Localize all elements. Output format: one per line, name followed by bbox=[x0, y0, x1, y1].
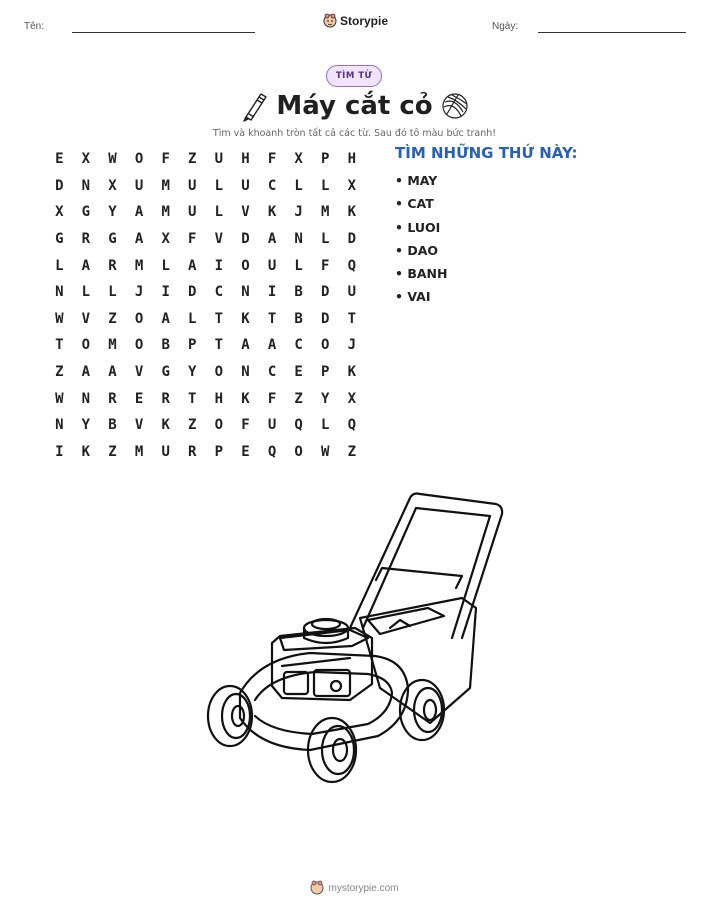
grid-letter[interactable]: I bbox=[161, 284, 170, 301]
grid-letter[interactable]: J bbox=[294, 204, 303, 221]
grid-letter[interactable]: N bbox=[241, 284, 250, 301]
grid-letter[interactable]: D bbox=[241, 231, 250, 248]
grid-letter[interactable]: K bbox=[161, 417, 170, 434]
grid-letter[interactable]: P bbox=[321, 151, 330, 168]
grid-letter[interactable]: A bbox=[134, 204, 144, 221]
grid-letter[interactable]: U bbox=[134, 177, 144, 194]
grid-letter[interactable]: N bbox=[55, 417, 64, 434]
grid-letter[interactable]: F bbox=[161, 151, 170, 168]
grid-letter[interactable]: P bbox=[321, 364, 330, 381]
grid-letter[interactable]: G bbox=[108, 231, 117, 248]
word-item: • BANH bbox=[395, 266, 448, 282]
grid-letter[interactable]: H bbox=[214, 390, 224, 407]
category-badge: TÌM TỪ bbox=[326, 65, 382, 87]
grid-letter[interactable]: N bbox=[294, 231, 303, 248]
grid-letter[interactable]: B bbox=[294, 284, 303, 301]
grid-letter[interactable]: L bbox=[321, 177, 330, 194]
grid-letter[interactable]: G bbox=[81, 204, 91, 221]
brand-name: Storypie bbox=[340, 14, 389, 28]
date-line[interactable] bbox=[538, 32, 686, 33]
grid-letter[interactable]: F bbox=[188, 231, 197, 248]
word-list-title: TÌM NHỮNG THỨ NÀY: bbox=[395, 144, 578, 162]
grid-letter[interactable]: O bbox=[241, 257, 250, 274]
grid-letter[interactable]: W bbox=[55, 310, 64, 327]
grid-letter[interactable]: X bbox=[81, 151, 91, 168]
grid-letter[interactable]: A bbox=[188, 257, 197, 274]
grid-letter[interactable]: I bbox=[267, 284, 277, 301]
grid-letter[interactable]: D bbox=[321, 284, 330, 301]
grid-letter[interactable]: Q bbox=[347, 417, 357, 434]
grid-letter[interactable]: K bbox=[267, 204, 277, 221]
grid-letter[interactable]: T bbox=[188, 390, 197, 407]
grid-letter[interactable]: F bbox=[267, 390, 277, 407]
grid-letter[interactable]: R bbox=[188, 443, 197, 460]
grid-letter[interactable]: Z bbox=[188, 151, 197, 168]
grid-letter[interactable]: E bbox=[134, 390, 144, 407]
grid-letter[interactable]: Q bbox=[347, 257, 357, 274]
grid-letter[interactable]: L bbox=[188, 310, 197, 327]
grid-letter[interactable]: Y bbox=[81, 417, 91, 434]
grid-letter[interactable]: L bbox=[214, 177, 224, 194]
grid-letter[interactable]: K bbox=[347, 204, 357, 221]
grid-letter[interactable]: A bbox=[267, 337, 277, 354]
grid-letter[interactable]: M bbox=[161, 177, 170, 194]
instructions: Tìm và khoanh tròn tất cả các từ. Sau đó tô màu bức tranh! bbox=[212, 128, 497, 139]
grid-letter[interactable]: L bbox=[161, 257, 170, 274]
lawn-mower-illustration[interactable] bbox=[200, 488, 520, 788]
grid-letter[interactable]: U bbox=[267, 257, 277, 274]
grid-letter[interactable]: F bbox=[267, 151, 277, 168]
grid-letter[interactable]: O bbox=[81, 337, 91, 354]
grid-letter[interactable]: G bbox=[55, 231, 64, 248]
grid-letter[interactable]: X bbox=[161, 231, 170, 248]
grid-letter[interactable]: O bbox=[134, 310, 144, 327]
grid-letter[interactable]: W bbox=[321, 443, 330, 460]
grid-letter[interactable]: I bbox=[214, 257, 224, 274]
grid-letter[interactable]: W bbox=[108, 151, 117, 168]
grid-letter[interactable]: D bbox=[321, 310, 330, 327]
grid-letter[interactable]: T bbox=[55, 337, 64, 354]
grid-letter[interactable]: A bbox=[81, 257, 91, 274]
grid-letter[interactable]: L bbox=[321, 417, 330, 434]
grid-letter[interactable]: U bbox=[161, 443, 170, 460]
grid-letter[interactable]: U bbox=[241, 177, 250, 194]
grid-letter[interactable]: Z bbox=[108, 443, 117, 460]
grid-letter[interactable]: J bbox=[347, 337, 357, 354]
grid-letter[interactable]: C bbox=[267, 364, 277, 381]
grid-letter[interactable]: C bbox=[214, 284, 224, 301]
grid-letter[interactable]: P bbox=[214, 443, 224, 460]
grid-letter[interactable]: X bbox=[294, 151, 303, 168]
grid-letter[interactable]: M bbox=[161, 204, 170, 221]
grid-letter[interactable]: O bbox=[134, 151, 144, 168]
grid-letter[interactable]: T bbox=[214, 310, 224, 327]
grid-letter[interactable]: C bbox=[294, 337, 303, 354]
grid-letter[interactable]: A bbox=[108, 364, 117, 381]
grid-letter[interactable]: K bbox=[347, 364, 357, 381]
grid-letter[interactable]: Z bbox=[55, 364, 64, 381]
grid-letter[interactable]: Z bbox=[108, 310, 117, 327]
grid-letter[interactable]: D bbox=[347, 231, 357, 248]
grid-letter[interactable]: B bbox=[294, 310, 303, 327]
grid-letter[interactable]: V bbox=[214, 231, 224, 248]
grid-letter[interactable]: K bbox=[81, 443, 91, 460]
grid-letter[interactable]: I bbox=[55, 443, 64, 460]
grid-letter[interactable]: U bbox=[267, 417, 277, 434]
grid-letter[interactable]: K bbox=[241, 390, 250, 407]
footer bbox=[0, 880, 709, 896]
word-item: • VAI bbox=[395, 289, 431, 305]
name-line[interactable] bbox=[72, 32, 255, 33]
grid-letter[interactable]: L bbox=[81, 284, 91, 301]
grid-letter[interactable]: Q bbox=[267, 443, 277, 460]
grid-letter[interactable]: O bbox=[214, 417, 224, 434]
grid-letter[interactable]: E bbox=[294, 364, 303, 381]
grid-letter[interactable]: C bbox=[267, 177, 277, 194]
grid-letter[interactable]: G bbox=[161, 364, 170, 381]
grid-letter[interactable]: R bbox=[81, 231, 91, 248]
grid-letter[interactable]: T bbox=[267, 310, 277, 327]
grid-letter[interactable]: L bbox=[294, 177, 303, 194]
grid-letter[interactable]: X bbox=[347, 177, 357, 194]
grid-letter[interactable]: Q bbox=[294, 417, 303, 434]
grid-letter[interactable]: M bbox=[134, 443, 144, 460]
grid-letter[interactable]: H bbox=[241, 151, 250, 168]
word-item: • CAT bbox=[395, 196, 434, 212]
word-item: • LUOI bbox=[395, 219, 441, 235]
grid-letter[interactable]: A bbox=[161, 310, 170, 327]
grid-letter[interactable]: V bbox=[241, 204, 250, 221]
grid-letter[interactable]: A bbox=[134, 231, 144, 248]
grid-letter[interactable]: W bbox=[55, 390, 64, 407]
grid-letter[interactable]: D bbox=[188, 284, 197, 301]
grid-letter[interactable]: U bbox=[188, 177, 197, 194]
grid-letter[interactable]: Y bbox=[108, 204, 117, 221]
grid-letter[interactable]: E bbox=[55, 151, 64, 168]
grid-letter[interactable]: O bbox=[134, 337, 144, 354]
grid-letter[interactable]: T bbox=[214, 337, 224, 354]
word-list bbox=[395, 171, 447, 311]
grid-letter[interactable]: L bbox=[214, 204, 224, 221]
brand bbox=[323, 13, 388, 29]
storypie-logo-icon bbox=[323, 13, 337, 29]
grid-letter[interactable]: A bbox=[81, 364, 91, 381]
grid-letter[interactable]: O bbox=[321, 337, 330, 354]
grid-letter[interactable]: V bbox=[134, 364, 144, 381]
grid-letter[interactable]: B bbox=[161, 337, 170, 354]
word-search-grid[interactable] bbox=[46, 146, 365, 465]
grid-letter[interactable]: P bbox=[188, 337, 197, 354]
grid-letter[interactable]: K bbox=[241, 310, 250, 327]
grid-letter[interactable]: A bbox=[267, 231, 277, 248]
grid-letter[interactable]: N bbox=[55, 284, 64, 301]
grid-letter[interactable]: L bbox=[55, 257, 64, 274]
word-item: • MAY bbox=[395, 173, 438, 188]
grid-letter[interactable]: R bbox=[161, 390, 170, 407]
grid-letter[interactable]: N bbox=[241, 364, 250, 381]
grid-letter[interactable]: E bbox=[241, 443, 250, 460]
grid-letter[interactable]: L bbox=[108, 284, 117, 301]
grid-letter[interactable]: J bbox=[134, 284, 144, 301]
grid-letter[interactable]: R bbox=[108, 257, 117, 274]
grid-letter[interactable]: Y bbox=[188, 364, 197, 381]
grid-letter[interactable]: H bbox=[347, 151, 357, 168]
grid-letter[interactable]: Z bbox=[294, 390, 303, 407]
grid-letter[interactable]: D bbox=[55, 177, 64, 194]
grid-letter[interactable]: Z bbox=[347, 443, 357, 460]
grid-letter[interactable]: Y bbox=[321, 390, 330, 407]
name-label: Tên: bbox=[24, 21, 45, 32]
grid-letter[interactable]: F bbox=[241, 417, 250, 434]
grid-letter[interactable]: X bbox=[347, 390, 357, 407]
yarn-ball-icon bbox=[441, 92, 469, 120]
grid-letter[interactable]: O bbox=[294, 443, 303, 460]
grid-letter[interactable]: X bbox=[55, 204, 64, 221]
grid-letter[interactable]: M bbox=[108, 337, 117, 354]
grid-letter[interactable]: L bbox=[321, 231, 330, 248]
grid-letter[interactable]: A bbox=[241, 337, 250, 354]
grid-letter[interactable]: U bbox=[214, 151, 224, 168]
grid-letter[interactable]: R bbox=[108, 390, 117, 407]
grid-letter[interactable]: O bbox=[214, 364, 224, 381]
grid-letter[interactable]: U bbox=[347, 284, 357, 301]
grid-letter[interactable]: V bbox=[134, 417, 144, 434]
page-title: Máy cắt cỏ bbox=[276, 91, 433, 121]
date-label: Ngày: bbox=[492, 21, 519, 32]
grid-letter[interactable]: X bbox=[108, 177, 117, 194]
grid-letter[interactable]: V bbox=[81, 310, 91, 327]
grid-letter[interactable]: L bbox=[294, 257, 303, 274]
grid-letter[interactable]: N bbox=[81, 177, 91, 194]
grid-letter[interactable]: N bbox=[81, 390, 91, 407]
grid-letter[interactable]: U bbox=[188, 204, 197, 221]
grid-letter[interactable]: Z bbox=[188, 417, 197, 434]
footer-url[interactable]: mystorypie.com bbox=[328, 882, 399, 894]
grid-letter[interactable]: T bbox=[347, 310, 357, 327]
storypie-logo-icon bbox=[310, 880, 324, 896]
grid-letter[interactable]: M bbox=[134, 257, 144, 274]
grid-letter[interactable]: F bbox=[321, 257, 330, 274]
grid-letter[interactable]: M bbox=[321, 204, 330, 221]
word-item: • DAO bbox=[395, 242, 439, 258]
grid-letter[interactable]: B bbox=[108, 417, 117, 434]
